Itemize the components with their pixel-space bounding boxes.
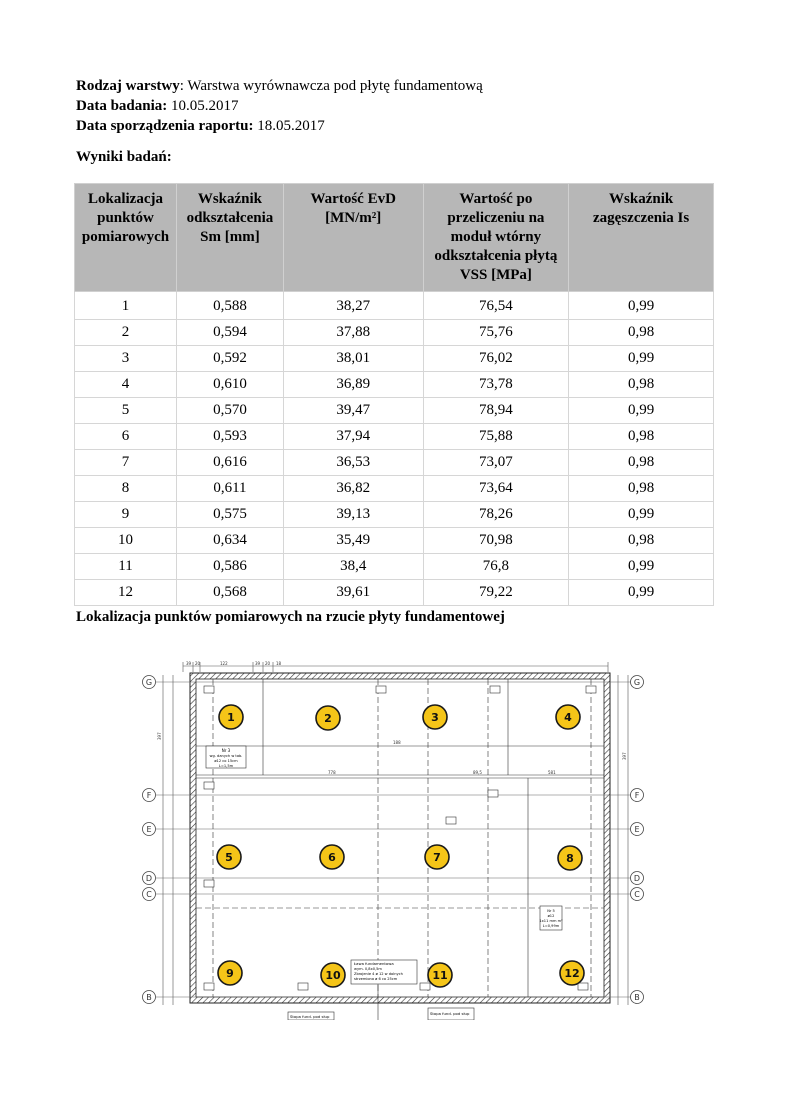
table-cell: 0,610 (176, 372, 283, 398)
plan-title: Lokalizacja punktów pomiarowych na rzucie płyty fundamentowej (76, 609, 505, 625)
test-date-label: Data badania: (76, 98, 168, 114)
dim-label: 20 (265, 661, 271, 666)
dim-label: 20 (195, 661, 201, 666)
table-row (75, 502, 714, 528)
table-cell: 0,98 (569, 528, 714, 554)
table-cell: 0,99 (569, 554, 714, 580)
note-1-line: wg. danych w tab. (209, 754, 243, 758)
measurement-point-label: 11 (432, 969, 448, 982)
table-cell: 2 (75, 320, 177, 346)
bottom-label-1: Stopa fund. pod słup (290, 1014, 330, 1019)
table-cell: 73,64 (423, 476, 569, 502)
table-cell: 0,586 (176, 554, 283, 580)
table-cell: 70,98 (423, 528, 569, 554)
axis-label: E (634, 825, 640, 834)
table-cell: 39,47 (283, 398, 423, 424)
table-cell: 0,98 (569, 372, 714, 398)
table-cell: 0,588 (176, 292, 283, 320)
table-cell: 75,88 (423, 424, 569, 450)
note-3-line: wym. 0,8x0,5m (354, 967, 382, 971)
axis-label: B (634, 993, 640, 1002)
results-table (74, 183, 714, 606)
table-cell: 78,94 (423, 398, 569, 424)
table-cell: 73,07 (423, 450, 569, 476)
table-cell: 38,01 (283, 346, 423, 372)
axis-label: F (146, 791, 152, 800)
table-cell: 36,82 (283, 476, 423, 502)
report-date-value: 18.05.2017 (253, 118, 325, 134)
dim-label: 18 (276, 661, 282, 666)
table-cell: 4 (75, 372, 177, 398)
dim-label: 397 (622, 752, 627, 760)
table-cell: 76,54 (423, 292, 569, 320)
test-date-value: 10.05.2017 (167, 98, 239, 114)
dim-label: 122 (220, 661, 228, 666)
table-row (75, 424, 714, 450)
axis-label: D (633, 874, 641, 883)
note-1-line: Nr 3 (221, 748, 231, 753)
table-cell: 39,13 (283, 502, 423, 528)
table-cell: 38,4 (283, 554, 423, 580)
note-3-line: Zbrojenie 4 ø 12 w dolnych (354, 972, 403, 976)
axis-label: F (634, 791, 640, 800)
table-cell: 37,94 (283, 424, 423, 450)
report-date-label: Data sporządzenia raportu: (76, 118, 254, 134)
table-cell: 73,78 (423, 372, 569, 398)
table-cell: 37,88 (283, 320, 423, 346)
table-cell: 0,616 (176, 450, 283, 476)
table-cell: 0,634 (176, 528, 283, 554)
table-cell: 0,98 (569, 424, 714, 450)
axis-label: C (634, 890, 640, 899)
measurement-point-label: 10 (325, 969, 341, 982)
table-row (75, 528, 714, 554)
slab-interior (196, 679, 604, 997)
table-cell: 35,49 (283, 528, 423, 554)
layer-label: Rodzaj warstwy (76, 78, 180, 94)
layer-value: : Warstwa wyrównawcza pod płytę fundamentową (179, 78, 483, 94)
note-2-line: Nr 5 (547, 909, 555, 913)
table-cell: 0,98 (569, 450, 714, 476)
note-2-line: 1x11 mm m² (539, 919, 563, 923)
axis-label: E (146, 825, 152, 834)
table-row (75, 372, 714, 398)
dim-label: 397 (157, 732, 162, 740)
table-cell: 0,99 (569, 398, 714, 424)
table-header-row (75, 184, 714, 292)
header-evd: Wartość EvD [MN/m²] (283, 184, 423, 292)
table-cell: 5 (75, 398, 177, 424)
report-date-row (76, 116, 483, 136)
table-cell: 6 (75, 424, 177, 450)
axis-label: C (146, 890, 152, 899)
table-cell: 75,76 (423, 320, 569, 346)
table-cell: 9 (75, 502, 177, 528)
header-location: Lokalizacja punktów pomiarowych (75, 184, 177, 292)
measurement-point-label: 6 (328, 851, 336, 864)
measurement-point-label: 3 (431, 711, 439, 724)
table-cell: 0,593 (176, 424, 283, 450)
table-cell: 3 (75, 346, 177, 372)
table-cell: 0,98 (569, 476, 714, 502)
table-cell: 11 (75, 554, 177, 580)
table-row (75, 346, 714, 372)
bottom-label-2: Stopa fund. pod słup (430, 1011, 470, 1016)
measurement-point-label: 2 (324, 712, 332, 725)
reinforcement-note-2 (539, 906, 563, 930)
table-cell: 0,570 (176, 398, 283, 424)
note-3-line: Ława fundamentowa (354, 961, 394, 966)
header-is: Wskaźnik zagęszczenia Is (569, 184, 714, 292)
table-cell: 8 (75, 476, 177, 502)
note-2-line: ø12 (547, 914, 555, 918)
table-cell: 78,26 (423, 502, 569, 528)
table-cell: 1 (75, 292, 177, 320)
table-row (75, 398, 714, 424)
table-cell: 7 (75, 450, 177, 476)
table-row (75, 450, 714, 476)
test-date-row (76, 96, 483, 116)
note-1-line: L=1,5m (218, 764, 234, 768)
table-cell: 0,99 (569, 580, 714, 606)
table-cell: 38,27 (283, 292, 423, 320)
measurement-point-label: 1 (227, 711, 235, 724)
measurement-point-label: 4 (564, 711, 572, 724)
table-row (75, 320, 714, 346)
table-cell: 39,61 (283, 580, 423, 606)
table-cell: 0,594 (176, 320, 283, 346)
measurement-point-label: 9 (226, 967, 234, 980)
top-dimensions (183, 662, 608, 672)
table-cell: 76,02 (423, 346, 569, 372)
dim-label: 188 (393, 740, 401, 745)
table-cell: 36,53 (283, 450, 423, 476)
table-cell: 0,99 (569, 292, 714, 320)
dim-label: 581 (548, 770, 556, 775)
table-row (75, 554, 714, 580)
measurement-point-label: 8 (566, 852, 574, 865)
reinforcement-note-1 (206, 746, 246, 768)
table-cell: 0,99 (569, 346, 714, 372)
table-cell: 0,575 (176, 502, 283, 528)
table-cell: 36,89 (283, 372, 423, 398)
dim-label: 778 (328, 770, 336, 775)
table-cell: 0,592 (176, 346, 283, 372)
table-cell: 0,568 (176, 580, 283, 606)
table-cell: 0,611 (176, 476, 283, 502)
table-cell: 79,22 (423, 580, 569, 606)
table-row (75, 476, 714, 502)
axis-label: B (146, 993, 152, 1002)
dim-label: 39 (186, 661, 192, 666)
note-1-line: ø12 co 15cm (214, 759, 238, 763)
table-cell: 12 (75, 580, 177, 606)
foundation-plan (138, 660, 648, 1020)
table-cell: 76,8 (423, 554, 569, 580)
measurement-point-label: 12 (564, 967, 580, 980)
table-row (75, 292, 714, 320)
note-2-line: L=0,99m (542, 924, 560, 928)
layer-row (76, 76, 483, 96)
axis-label: G (633, 678, 641, 687)
axis-label: G (145, 678, 153, 687)
results-title: Wyniki badań: (76, 149, 172, 165)
dim-label: 89,5 (473, 770, 482, 775)
table-row (75, 580, 714, 606)
table-cell: 0,98 (569, 320, 714, 346)
table-body (75, 292, 714, 606)
dim-label: 39 (255, 661, 261, 666)
measurement-point-label: 7 (433, 851, 441, 864)
table-cell: 0,99 (569, 502, 714, 528)
header-vss: Wartość po przeliczeniu na moduł wtórny odkształcenia płytą VSS [MPa] (423, 184, 569, 292)
axis-label: D (145, 874, 153, 883)
table-cell: 10 (75, 528, 177, 554)
header-sm: Wskaźnik odkształcenia Sm [mm] (176, 184, 283, 292)
measurement-point-label: 5 (225, 851, 233, 864)
report-meta (76, 76, 483, 136)
note-3-line: strzemiona ø 6 co 25cm (354, 977, 398, 981)
